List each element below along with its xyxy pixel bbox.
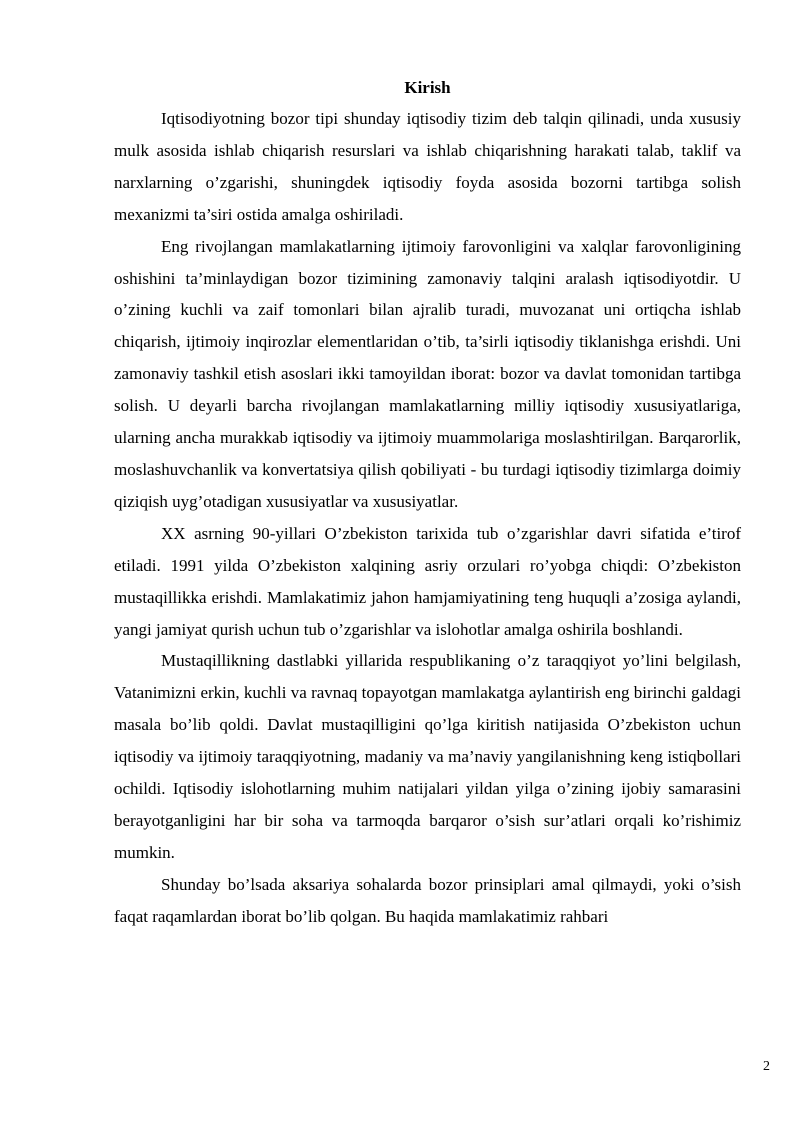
section-title: Kirish bbox=[404, 78, 451, 97]
paragraph-5: Shunday bo’lsada aksariya sohalarda bozor prinsiplari amal qilmaydi, yoki o’sish faqat raqamlardan iborat bo’lib qolgan. Bu haqida mamlakatimiz rahbari bbox=[114, 874, 741, 926]
page-number: 2 bbox=[763, 1059, 770, 1074]
paragraph-2: Eng rivojlangan mamlakatlarning ijtimoiy farovonligini va xalqlar farovonligining oshishini ta’minlaydigan bozor tizimining zamonaviy talqini aralash iqtisodiyotdir. U o’zining kuchli va zaif tomonlari bilan ajralib turadi, muvozanat uni ortiqcha ishlab chiqarish, ijtimoiy inqirozlar elementlaridan o’tib, ta’sirli iqtisodiy tiklanishga erishdi. Uni zamonaviy tashkil etish asoslari ikki tamoyildan iborat: bozor va davlat tomonidan tartibga solish. U deyarli barcha rivojlangan mamlakatlarning milliy iqtisodiy xususiyatlariga, ularning ancha murakkab iqtisodiy va ijtimoiy muammolariga moslashtirilgan. Barqarorlik, moslashuvchanlik va konvertatsiya qilish qobiliyati - bu turdagi iqtisodiy tizimlarga doimiy qiziqish uyg’otadigan xususiyatlar va xususiyatlar. bbox=[114, 236, 741, 511]
paragraph-4: Mustaqillikning dastlabki yillarida respublikaning o’z taraqqiyot yo’lini belgilash, Vatanimizni erkin, kuchli va ravnaq topayotgan mamlakatga aylantirish eng birinchi galdagi masala bo’lib qoldi. Davlat mustaqilligini qo’lga kiritish natijasida O’zbekiston uchun iqtisodiy va ijtimoiy taraqqiyotning, madaniy va ma’naviy yangilanishning keng istiqbollari ochildi. Iqtisodiy islohotlarning muhim natijalari yildan yilga o’zining ijobiy samarasini berayotganligini har bir soha va tarmoqda barqaror o’sish sur’atlari orqali ko’rishimiz mumkin. bbox=[114, 651, 741, 862]
paragraph-3: XX asrning 90-yillari O’zbekiston tarixida tub o’zgarishlar davri sifatida e’tirof etiladi. 1991 yilda O’zbekiston xalqining asriy orzulari ro’yobga chiqdi: O’zbekiston mustaqillikka erishdi. Mamlakatimiz jahon hamjamiyatining teng huquqli a’zosiga aylandi, yangi jamiyat qurish uchun tub o’zgarishlar va islohotlar amalga oshirila boshlandi. bbox=[114, 523, 741, 639]
document-page bbox=[114, 73, 741, 933]
paragraph-1: Iqtisodiyotning bozor tipi shunday iqtisodiy tizim deb talqin qilinadi, unda xususiy mulk asosida ishlab chiqarish resurslari va ishlab chiqarishning harakati talab, taklif va narxlarning o’zgarishi, shuningdek iqtisodiy foyda asosida bozorni tartibga solish mexanizmi ta’siri ostida amalga oshiriladi. bbox=[114, 109, 741, 224]
